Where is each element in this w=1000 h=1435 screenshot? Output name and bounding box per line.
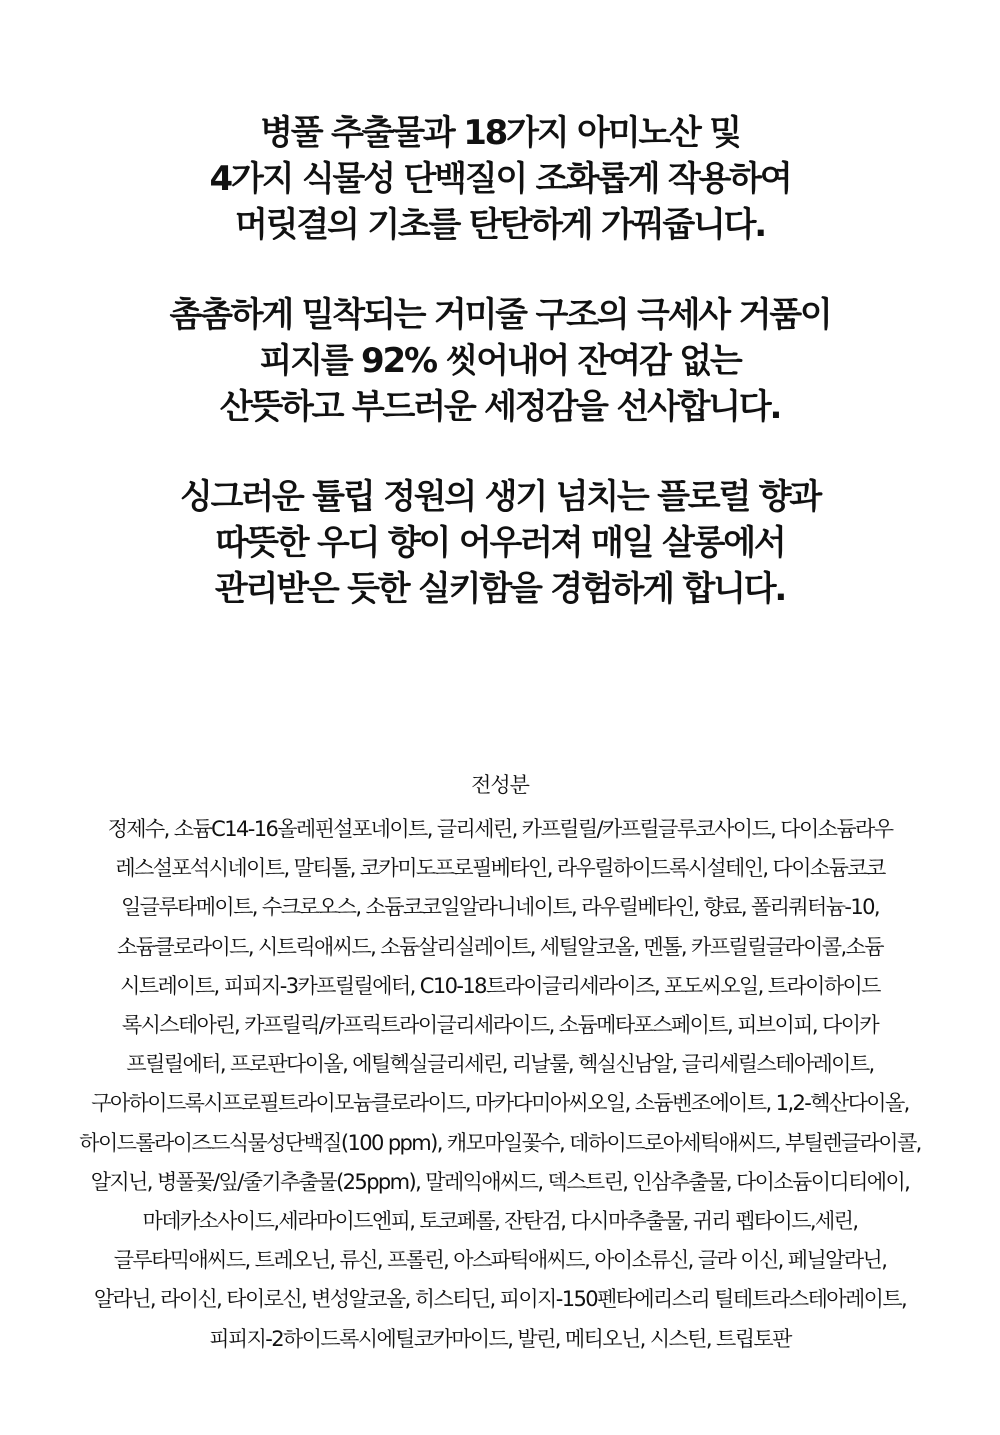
description-line: 피지를 92% 씻어내어 잔여감 없는: [259, 341, 741, 381]
description-paragraph-2: [0, 292, 1000, 430]
description-line: 따뜻한 우디 향이 어우러져 매일 살롱에서: [215, 523, 785, 563]
ingredients-line: 피피지-2하이드록시에틸코카마이드, 발린, 메티오닌, 시스틴, 트립토판: [209, 1326, 791, 1351]
ingredients-line: 소듐클로라이드, 시트릭애씨드, 소듐살리실레이트, 세틸알코올, 멘톨, 카프릴릴글라이콜,소듐: [117, 934, 883, 959]
description-line: 병풀 추출물과 18가지 아미노산 및: [260, 113, 740, 153]
description-line: 머릿결의 기초를 탄탄하게 가꿔줍니다.: [235, 205, 765, 245]
ingredients-line: 알지닌, 병풀꽃/잎/줄기추출물(25ppm), 말레익애씨드, 덱스트린, 인삼추출물, 다이소듐이디티에이,: [90, 1169, 910, 1194]
description-line: 촘촘하게 밀착되는 거미줄 구조의 극세사 거품이: [169, 295, 831, 335]
description-line: 산뜻하고 부드러운 세정감을 선사합니다.: [219, 387, 781, 427]
description-paragraph-3: [0, 474, 1000, 612]
ingredients-section: [0, 770, 1000, 1359]
ingredients-title: 전성분: [471, 773, 529, 797]
product-description: [0, 110, 1000, 656]
ingredients-line: 레스설포석시네이트, 말티톨, 코카미도프로필베타인, 라우릴하이드록시설테인, 다이소듐코코: [115, 856, 885, 881]
description-line: 관리받은 듯한 실키함을 경험하게 합니다.: [214, 569, 786, 609]
ingredients-line: 일글루타메이트, 수크로오스, 소듐코코일알라니네이트, 라우릴베타인, 향료, 폴리쿼터늄-10,: [120, 895, 880, 920]
ingredients-line: 정제수, 소듐C14-16올레핀설포네이트, 글리세린, 카프릴릴/카프릴글루코사이드, 다이소듐라우: [107, 817, 893, 841]
ingredients-line: 프릴릴에터, 프로판다이올, 에틸헥실글리세린, 리날룰, 헥실신남알, 글리세릴스테아레이트,: [126, 1052, 874, 1077]
ingredients-line: 구아하이드록시프로필트라이모늄클로라이드, 마카다미아씨오일, 소듐벤조에이트, 1,2-헥산다이올,: [91, 1091, 909, 1116]
description-paragraph-1: [0, 110, 1000, 248]
ingredients-list: [0, 810, 1000, 1359]
ingredients-line: 시트레이트, 피피지-3카프릴릴에터, C10-18트라이글리세라이즈, 포도씨오일, 트라이하이드: [120, 973, 880, 998]
ingredients-line: 마데카소사이드,세라마이드엔피, 토코페롤, 잔탄검, 다시마추출물, 귀리 펩타이드,세린,: [142, 1209, 858, 1234]
description-line: 싱그러운 튤립 정원의 생기 넘치는 플로럴 향과: [179, 477, 821, 517]
ingredients-line: 록시스테아린, 카프릴릭/카프릭트라이글리세라이드, 소듐메타포스페이트, 피브이피, 다이카: [121, 1013, 879, 1038]
ingredients-line: 글루타믹애씨드, 트레오닌, 류신, 프롤린, 아스파틱애씨드, 아이소류신, 글라 이신, 페닐알라닌,: [113, 1248, 887, 1273]
ingredients-line: 하이드롤라이즈드식물성단백질(100 ppm), 캐모마일꽃수, 데하이드로아세틱애씨드, 부틸렌글라이콜,: [79, 1130, 921, 1155]
description-line: 4가지 식물성 단백질이 조화롭게 작용하여: [209, 159, 791, 199]
ingredients-line: 알라닌, 라이신, 타이로신, 변성알코올, 히스티딘, 피이지-150펜타에리스리 틸테트라스테아레이트,: [93, 1287, 907, 1312]
